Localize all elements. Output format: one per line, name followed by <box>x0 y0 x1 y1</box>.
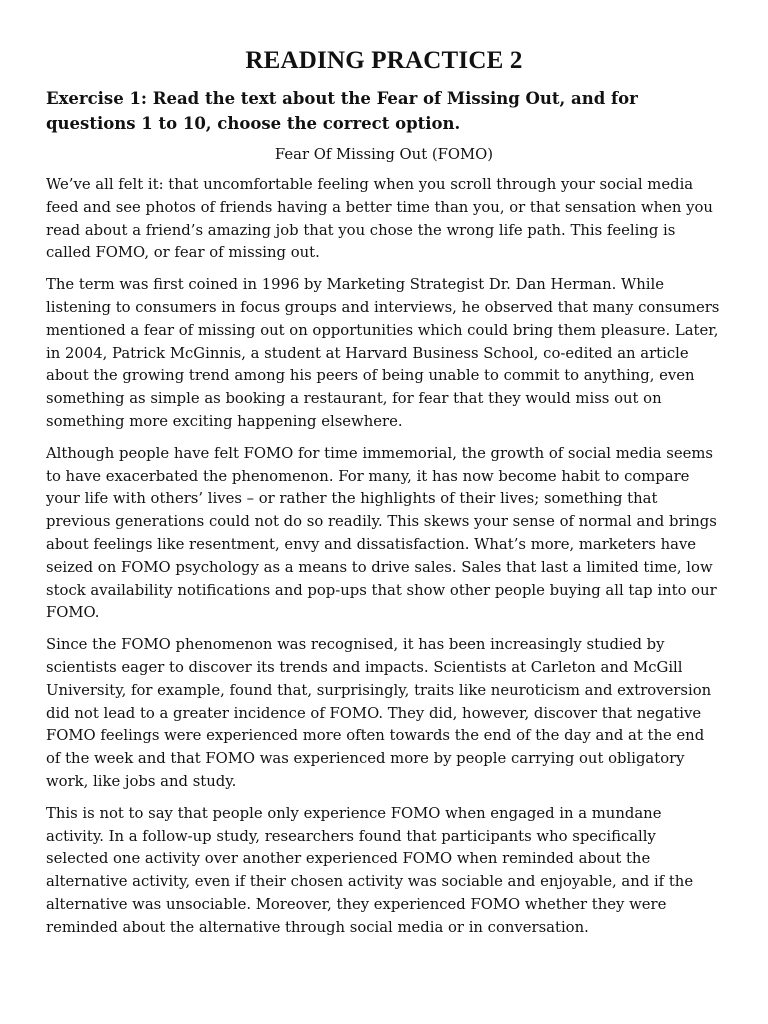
exercise-heading: Exercise 1: Read the text about the Fear of Missing Out, and for questions 1 to 10, choose the correct option. <box>46 89 638 133</box>
page-title: READING PRACTICE 2 <box>245 47 523 74</box>
paragraph: Although people have felt FOMO for time immemorial, the growth of social media seems to have exacerbated the phenomenon. For many, it has now become habit to compare your life with others’ lives – or rather the highlights of their lives; something that previous generations could not do so readily. This skews your sense of normal and brings about feelings like resentment, envy and dissatisfaction. What’s more, marketers have seized on FOMO psychology as a means to drive sales. Sales that last a limited time, low stock availability notifications and pop-ups that show other people buying all tap into our FOMO. <box>46 444 717 622</box>
paragraph: This is not to say that people only experience FOMO when engaged in a mundane activity. In a follow-up study, researchers found that participants who specifically selected one activity over another experienced FOMO when reminded about the alternative activity, even if their chosen activity was sociable and enjoyable, and if the alternative was unsociable. Moreover, they experienced FOMO whether they were reminded about the alternative through social media or in conversation. <box>46 804 694 936</box>
paragraph: Since the FOMO phenomenon was recognised, it has been increasingly studied by scientists eager to discover its trends and impacts. Scientists at Carleton and McGill University, for example, found that, surprisingly, traits like neuroticism and extroversion did not lead to a greater incidence of FOMO. They did, however, discover that negative FOMO feelings were experienced more often towards the end of the day and at the end of the week and that FOMO was experienced more by people carrying out obligatory work, like jobs and study. <box>46 636 712 790</box>
paragraph: We’ve all felt it: that uncomfortable feeling when you scroll through your social media feed and see photos of friends having a better time than you, or that sensation when you read about a friend’s amazing job that you chose the wrong life path. This feeling is called FOMO, or fear of missing out. <box>46 176 713 262</box>
text-title: Fear Of Missing Out (FOMO) <box>274 146 494 163</box>
paragraph: The term was first coined in 1996 by Marketing Strategist Dr. Dan Herman. While listening to consumers in focus groups and interviews, he observed that many consumers mentioned a fear of missing out on opportunities which could bring them pleasure. Later, in 2004, Patrick McGinnis, a student at Harvard Business School, co-edited an article about the growing trend among his peers of being unable to commit to anything, even something as simple as booking a restaurant, for fear that they would miss out on something more exciting happening elsewhere. <box>46 276 720 430</box>
